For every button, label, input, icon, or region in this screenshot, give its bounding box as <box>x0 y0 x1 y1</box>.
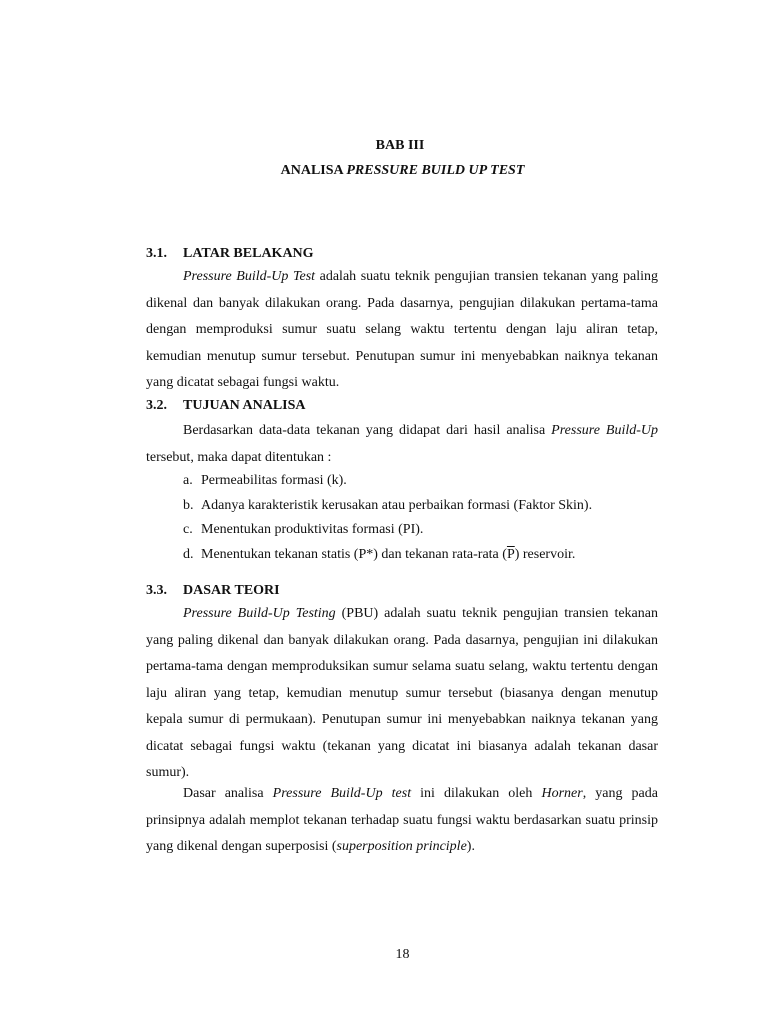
list-item <box>183 494 592 519</box>
section-number: 3.2. <box>146 398 167 413</box>
section-3-2-paragraph <box>146 418 658 471</box>
list-marker: d. <box>183 547 194 563</box>
italic-term: superposition principle <box>336 839 467 854</box>
section-3-1-paragraph <box>146 264 658 397</box>
list-item-text: Menentukan produktivitas formasi (PI). <box>201 522 424 538</box>
list-item <box>183 469 592 494</box>
section-title: DASAR TEORI <box>183 583 280 598</box>
section-title: LATAR BELAKANG <box>183 246 314 261</box>
chapter-subtitle-prefix: ANALISA <box>280 163 347 178</box>
section-heading-3-3 <box>146 583 280 599</box>
average-pressure-symbol: $\overline{P}$ <box>506 547 515 563</box>
italic-term: Pressure Build-Up <box>551 423 658 438</box>
list-item-text: Menentukan tekanan statis (P*) dan tekanan rata-rata ( <box>201 547 507 563</box>
list-item-text: Adanya karakteristik kerusakan atau perbaikan formasi (Faktor Skin). <box>201 497 593 513</box>
paragraph-text: Dasar analisa <box>183 786 273 801</box>
list-marker: b. <box>183 497 194 513</box>
list-item-text: Permeabilitas formasi (k). <box>201 473 347 488</box>
italic-term: Pressure Build-Up Test <box>183 269 316 284</box>
italic-term: Pressure Build-Up Testing <box>183 606 336 621</box>
paragraph-text: , yang pada prinsipnya adalah memplot tekanan terhadap suatu fungsi waktu berdasarkan suatu prinsip yang dikenal dengan superposisi ( <box>146 786 658 854</box>
section-3-3-paragraph-2 <box>146 781 658 861</box>
list-marker: a. <box>183 473 193 488</box>
paragraph-text: ini dilakukan oleh <box>411 786 542 801</box>
objectives-list <box>183 469 592 568</box>
chapter-subtitle <box>0 163 768 179</box>
section-title: TUJUAN ANALISA <box>183 398 306 413</box>
list-item-text: ) reservoir. <box>514 547 576 563</box>
chapter-subtitle-italic: PRESSURE BUILD UP TEST <box>346 163 525 178</box>
italic-term: Pressure Build-Up test <box>272 786 412 801</box>
paragraph-text: Berdasarkan data-data tekanan yang didapat dari hasil analisa <box>183 423 552 438</box>
paragraph-text: ). <box>466 839 475 854</box>
list-marker: c. <box>183 522 193 538</box>
paragraph-text: tersebut, maka dapat ditentukan : <box>146 449 332 465</box>
section-number: 3.3. <box>146 583 167 598</box>
section-number: 3.1. <box>146 246 167 261</box>
page-number: 18 <box>395 947 410 962</box>
section-3-3-paragraph-1 <box>146 601 658 787</box>
italic-term: Horner <box>541 786 583 801</box>
list-item <box>183 518 592 543</box>
paragraph-text: adalah suatu teknik pengujian transien tekanan yang paling dikenal dan banyak dilakukan orang. Pada dasarnya, pengujian dilakukan pertama-tama dengan memproduksi sumur suatu selang waktu tertentu dengan laju aliran tetap, kemudian menutup sumur tersebut. Penutupan sumur ini menyebabkan naiknya tekanan yang dicatat sebagai fungsi waktu. <box>146 269 658 390</box>
paragraph-text: (PBU) adalah suatu teknik pengujian transien tekanan yang paling dikenal dan banyak dilakukan orang. Pada dasarnya, pengujian ini dilakukan pertama-tama dengan memproduksikan sumur selama suatu selang, waktu tertentu dengan laju aliran yang tetap, kemudian menutup sumur tersebut (biasanya dengan menutup kepala sumur di permukaan). Penutupan sumur ini menyebabkan naiknya tekanan yang dicatat sebagai fungsi waktu (tekanan yang dicatat ini biasanya adalah tekanan dasar sumur). <box>146 606 658 780</box>
section-heading-3-2 <box>146 398 306 414</box>
chapter-title: BAB III <box>375 138 425 153</box>
section-heading-3-1 <box>146 246 314 262</box>
list-item <box>183 543 592 568</box>
